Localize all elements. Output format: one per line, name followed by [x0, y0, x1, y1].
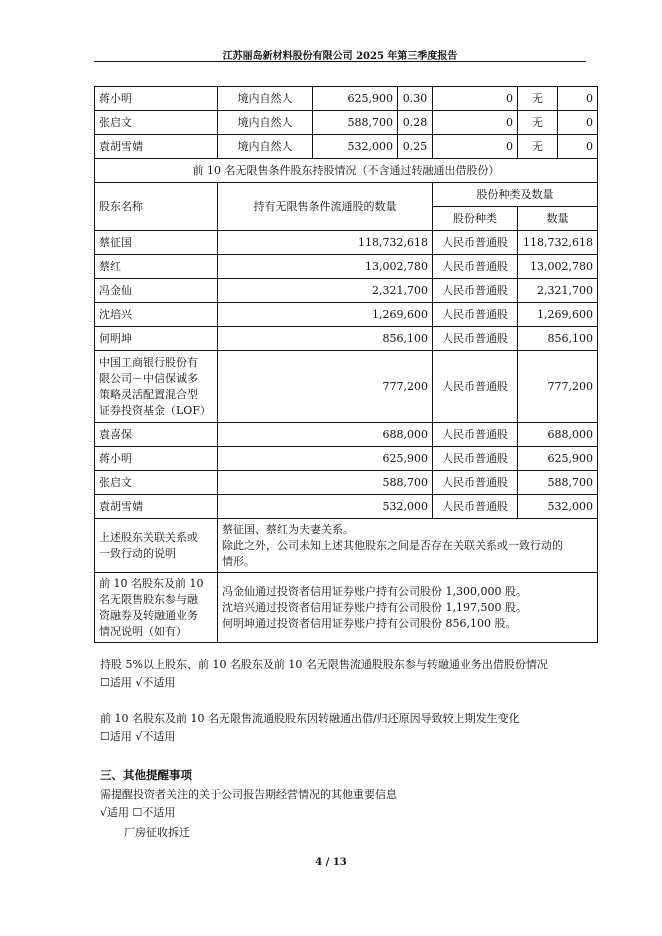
share-type: 人民币普通股 [433, 351, 518, 423]
shareholder-type: 境内自然人 [218, 87, 313, 111]
holding-percent: 0.25 [398, 135, 433, 159]
related-row [95, 519, 598, 573]
unrestricted-shares: 588,700 [218, 471, 433, 495]
header-row [95, 183, 598, 207]
share-type: 人民币普通股 [433, 447, 518, 471]
table-row [95, 279, 598, 303]
share-qty: 688,000 [518, 423, 598, 447]
section-three-text: 需提醒投资者关注的关于公司报告期经营情况的其他重要信息 [100, 788, 397, 801]
shares-held: 625,900 [313, 87, 398, 111]
shareholder-name: 何明坤 [95, 327, 218, 351]
shareholder-name: 袁喜保 [95, 423, 218, 447]
margin-label-line: 情况说明（如有） [99, 624, 187, 638]
change-text: 前 10 名股东及前 10 名无限售流通股股东因转融通出借/归还原因导致较上期发生变化 [100, 712, 520, 725]
unrestricted-shares: 532,000 [218, 495, 433, 519]
table-row [95, 87, 598, 111]
share-type: 人民币普通股 [433, 279, 518, 303]
fund-shareholder-name [95, 351, 218, 423]
related-text [218, 519, 598, 573]
related-text-line: 除此之外，公司未知上述其他股东之间是否存在关联关系或一致行动的 [222, 538, 563, 552]
table-row [95, 351, 598, 423]
shareholder-type: 境内自然人 [218, 135, 313, 159]
col-header-held: 持有无限售条件流通股的数量 [218, 183, 433, 231]
shareholder-name: 沈培兴 [95, 303, 218, 327]
fund-name-line: 限公司－中信保诚多 [99, 371, 198, 385]
shares-held: 532,000 [313, 135, 398, 159]
share-qty: 588,700 [518, 471, 598, 495]
section-three-title: 三、其他提醒事项 [100, 768, 192, 782]
table-row [95, 135, 598, 159]
shareholder-type: 境内自然人 [218, 111, 313, 135]
fund-name-line: 证券投资基金（LOF） [99, 403, 211, 417]
shareholder-table [94, 86, 598, 643]
shareholder-name: 袁胡雪婧 [95, 495, 218, 519]
holding-percent: 0.30 [398, 87, 433, 111]
header-divider [94, 61, 586, 62]
share-qty: 2,321,700 [518, 279, 598, 303]
unrestricted-shares: 688,000 [218, 423, 433, 447]
margin-text [218, 573, 598, 643]
pledge-qty: 0 [558, 135, 598, 159]
table-row [95, 495, 598, 519]
change-options: ☐适用 √不适用 [100, 730, 176, 743]
unrestricted-shares: 13,002,780 [218, 255, 433, 279]
related-label-line: 一致行动的说明 [99, 546, 176, 560]
unrestricted-shares: 2,321,700 [218, 279, 433, 303]
share-qty: 777,200 [518, 351, 598, 423]
unrestricted-shares: 625,900 [218, 447, 433, 471]
table-row [95, 423, 598, 447]
pledge-qty: 0 [558, 111, 598, 135]
pledge-status: 无 [518, 135, 558, 159]
lending-options: ☐适用 √不适用 [100, 676, 176, 689]
share-type: 人民币普通股 [433, 231, 518, 255]
unrestricted-shares: 118,732,618 [218, 231, 433, 255]
shares-held: 588,700 [313, 111, 398, 135]
table-row [95, 255, 598, 279]
related-text-line: 蔡征国、蔡红为夫妻关系。 [222, 522, 354, 536]
shareholder-name: 蔡征国 [95, 231, 218, 255]
shareholder-name: 蒋小明 [95, 447, 218, 471]
shareholder-name: 冯金仙 [95, 279, 218, 303]
margin-text-line: 沈培兴通过投资者信用证券账户持有公司股份 1,197,500 股。 [222, 600, 527, 614]
table-row [95, 231, 598, 255]
table-row [95, 327, 598, 351]
shareholder-name: 蒋小明 [95, 87, 218, 111]
margin-label-line: 名无限售股东参与融 [99, 592, 198, 606]
margin-label-line: 前 10 名股东及前 10 [99, 576, 204, 590]
share-qty: 856,100 [518, 327, 598, 351]
col-header-qty: 数量 [518, 207, 598, 231]
col-header-class: 股份种类及数量 [433, 183, 598, 207]
shareholder-name: 蔡红 [95, 255, 218, 279]
restricted-shares: 0 [433, 111, 518, 135]
lending-text: 持股 5%以上股东、前 10 名股东及前 10 名无限售流通股股东参与转融通业务出借股份情况 [100, 658, 548, 671]
shareholder-name: 张启文 [95, 471, 218, 495]
section-title-row [95, 159, 598, 183]
table-row [95, 471, 598, 495]
unrestricted-shares: 777,200 [218, 351, 433, 423]
margin-text-line: 何明坤通过投资者信用证券账户持有公司股份 856,100 股。 [222, 616, 517, 630]
table-row [95, 111, 598, 135]
table-row [95, 447, 598, 471]
related-label [95, 519, 218, 573]
fund-name-line: 中国工商银行股份有 [99, 355, 198, 369]
shareholder-name: 张启文 [95, 111, 218, 135]
unrestricted-shares: 856,100 [218, 327, 433, 351]
restricted-shares: 0 [433, 135, 518, 159]
share-qty: 118,732,618 [518, 231, 598, 255]
unrestricted-title: 前 10 名无限售条件股东持股情况（不含通过转融通出借股份） [95, 159, 598, 183]
share-type: 人民币普通股 [433, 423, 518, 447]
share-type: 人民币普通股 [433, 471, 518, 495]
holding-percent: 0.28 [398, 111, 433, 135]
share-qty: 13,002,780 [518, 255, 598, 279]
share-type: 人民币普通股 [433, 327, 518, 351]
share-type: 人民币普通股 [433, 303, 518, 327]
share-qty: 532,000 [518, 495, 598, 519]
shareholder-name: 袁胡雪婧 [95, 135, 218, 159]
table-row [95, 303, 598, 327]
unrestricted-shares: 1,269,600 [218, 303, 433, 327]
pledge-qty: 0 [558, 87, 598, 111]
margin-row [95, 573, 598, 643]
restricted-shares: 0 [433, 87, 518, 111]
col-header-name: 股东名称 [95, 183, 218, 231]
section-three-options: √适用 ☐不适用 [100, 806, 176, 819]
col-header-type: 股份种类 [433, 207, 518, 231]
page-number: 4 / 13 [315, 857, 347, 868]
pledge-status: 无 [518, 111, 558, 135]
margin-label [95, 573, 218, 643]
related-label-line: 上述股东关联关系或 [99, 530, 198, 544]
share-type: 人民币普通股 [433, 255, 518, 279]
margin-text-line: 冯金仙通过投资者信用证券账户持有公司股份 1,300,000 股。 [222, 584, 527, 598]
pledge-status: 无 [518, 87, 558, 111]
share-qty: 625,900 [518, 447, 598, 471]
related-text-line: 情形。 [222, 554, 255, 568]
section-three-item: 厂房征收拆迁 [124, 826, 190, 839]
margin-label-line: 资融券及转融通业务 [99, 608, 198, 622]
share-type: 人民币普通股 [433, 495, 518, 519]
share-qty: 1,269,600 [518, 303, 598, 327]
report-header: 江苏丽岛新材料股份有限公司 2025 年第三季度报告 [222, 51, 458, 62]
fund-name-line: 策略灵活配置混合型 [99, 387, 198, 401]
